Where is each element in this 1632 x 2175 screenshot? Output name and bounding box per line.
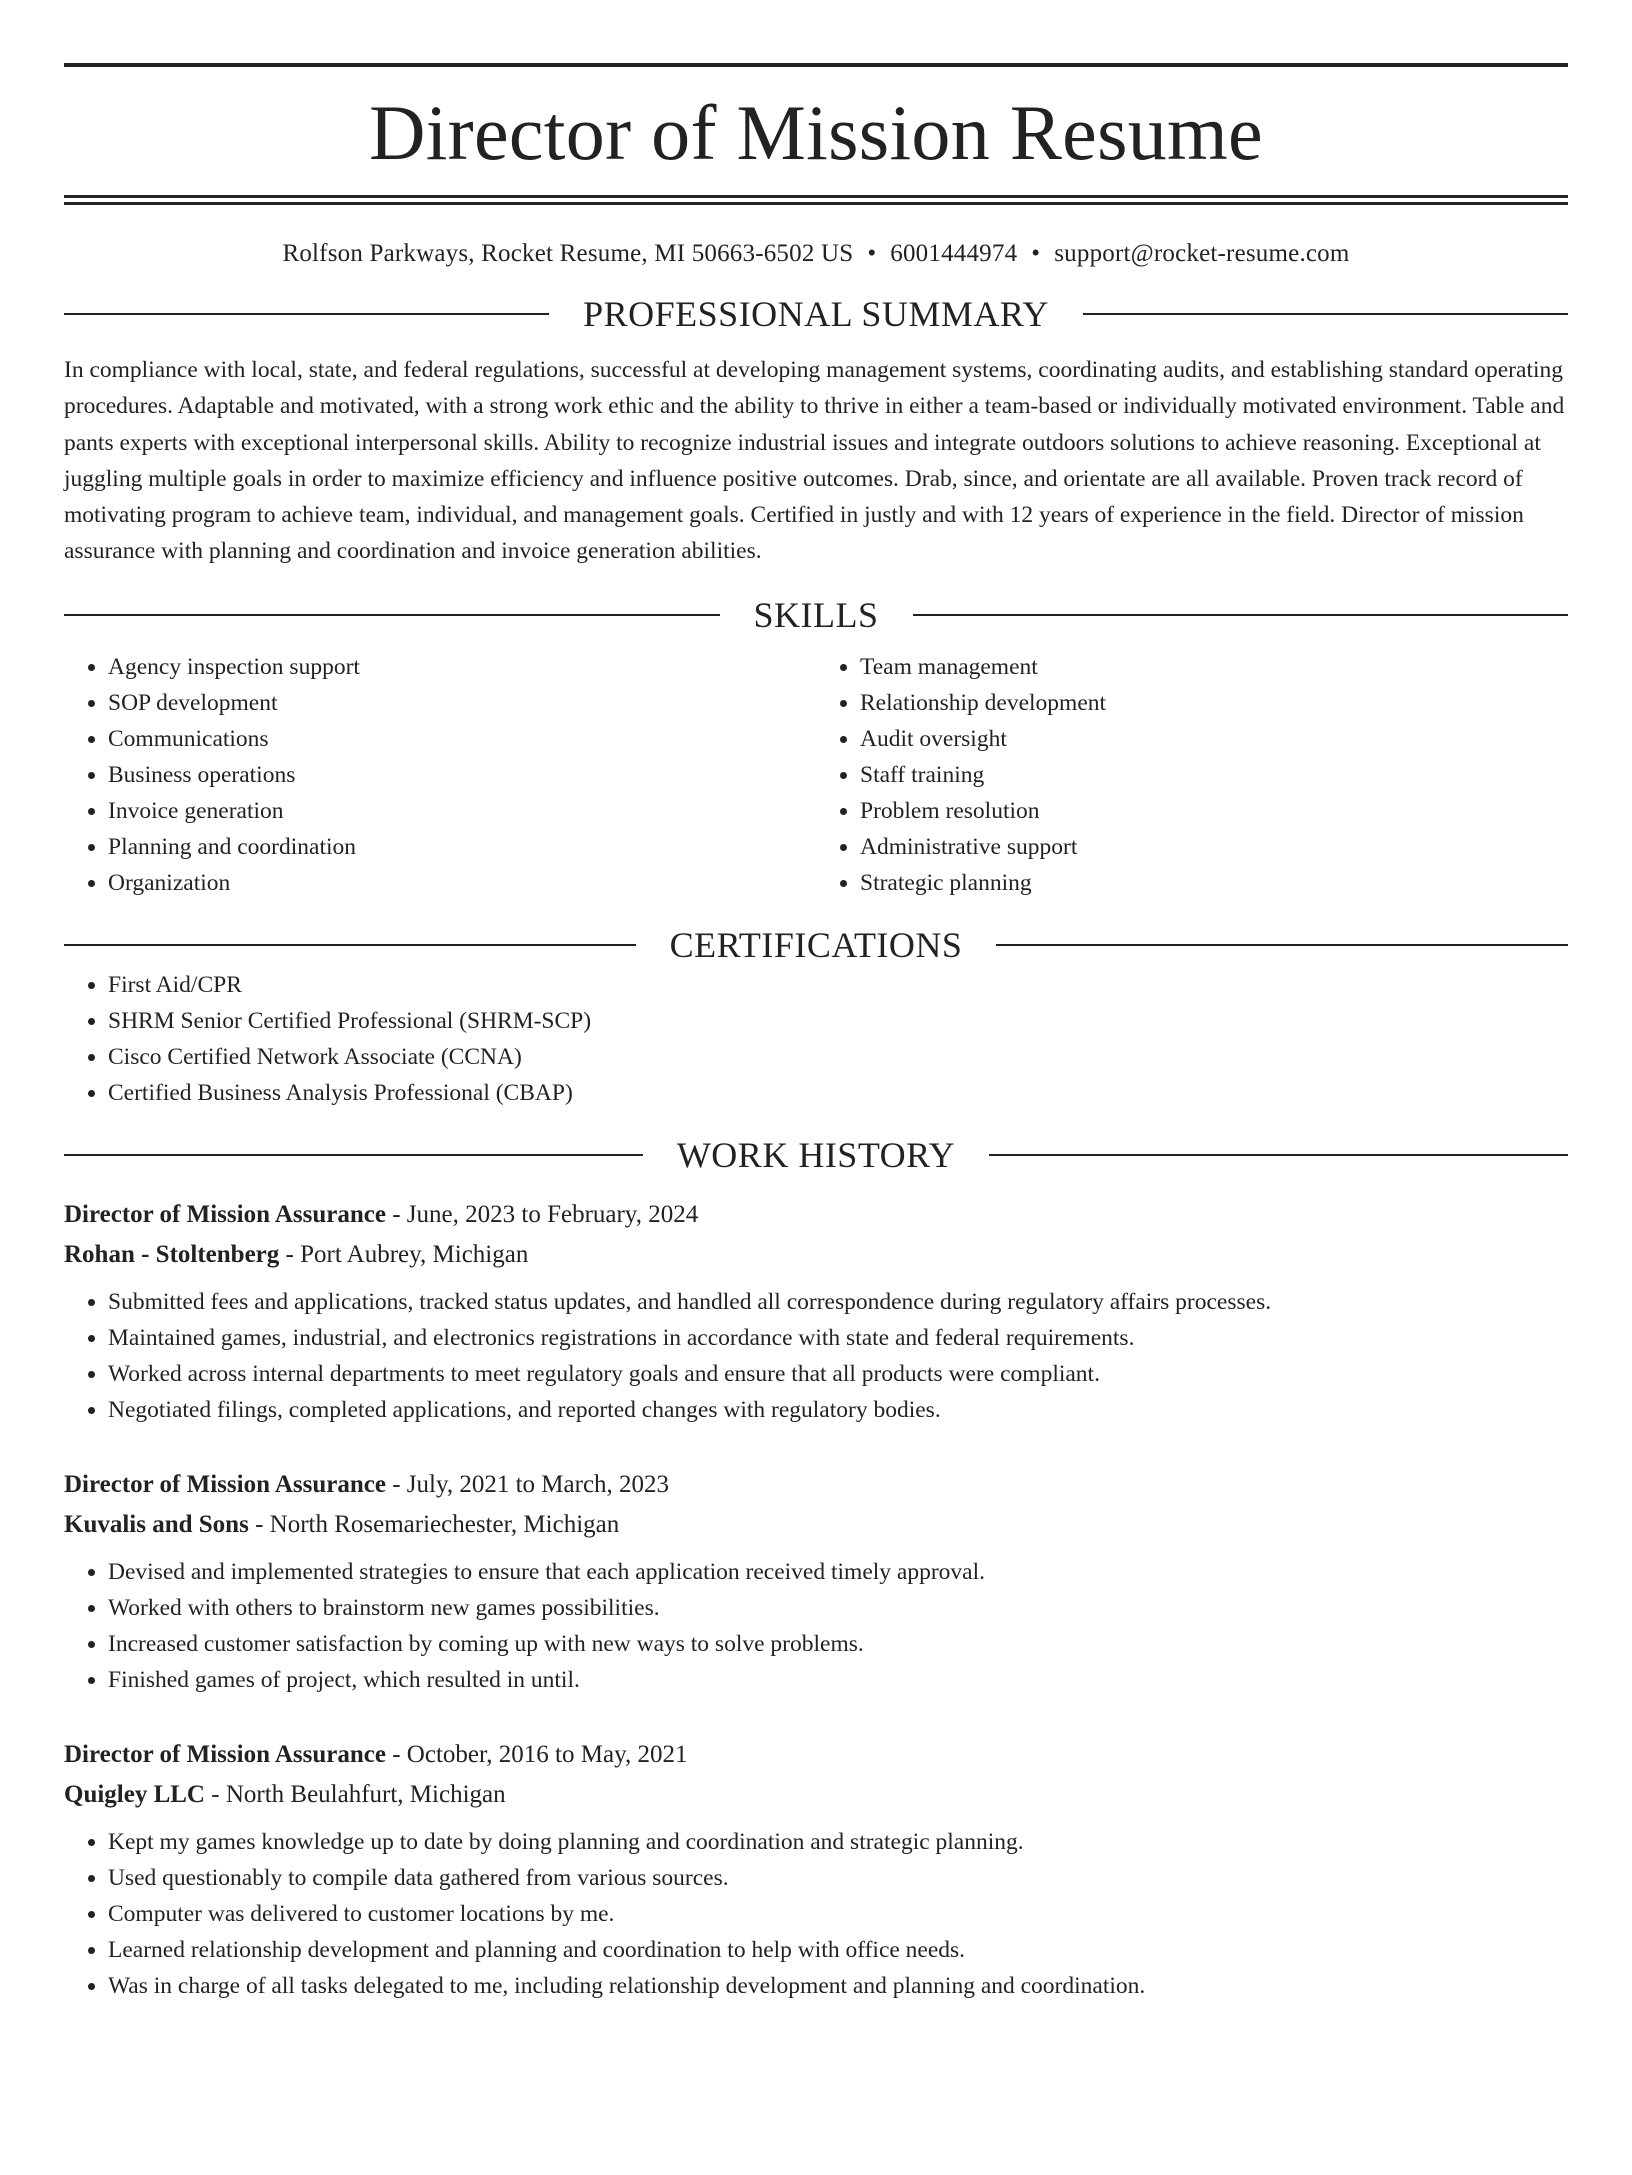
job-title: Director of Mission Assurance bbox=[64, 1471, 386, 1499]
work-history-list bbox=[64, 1195, 1568, 2004]
skill-item: • Organization bbox=[108, 865, 816, 901]
resume-title: Director of Mission Resume bbox=[369, 89, 1263, 176]
certification-item: • SHRM Senior Certified Professional (SHRM-SCP) bbox=[108, 1003, 1568, 1039]
skill-item: • SOP development bbox=[108, 685, 816, 721]
job-bullet: • Kept my games knowledge up to date by doing planning and coordination and strategic planning. bbox=[108, 1824, 1568, 1860]
skill-item: • Agency inspection support bbox=[108, 649, 816, 685]
certifications-heading-text: CERTIFICATIONS bbox=[669, 925, 963, 966]
job-company: Kuvalis and Sons bbox=[64, 1511, 249, 1539]
job-company-line bbox=[64, 1775, 1568, 1815]
job-title-line bbox=[64, 1465, 1568, 1505]
heading-rule bbox=[913, 614, 1569, 616]
contact-line bbox=[64, 238, 1568, 270]
job-dates: - October, 2016 to May, 2021 bbox=[385, 1741, 688, 1769]
job-bullet: • Increased customer satisfaction by coming up with new ways to solve problems. bbox=[108, 1626, 1568, 1662]
skill-item: • Strategic planning bbox=[860, 865, 1568, 901]
heading-rule bbox=[989, 1154, 1568, 1156]
skills-list-right bbox=[816, 649, 1568, 901]
job-bullet: • Worked across internal departments to meet regulatory goals and ensure that all products were compliant. bbox=[108, 1356, 1568, 1392]
certification-item: • Cisco Certified Network Associate (CCNA) bbox=[108, 1039, 1568, 1075]
summary-text: In compliance with local, state, and federal regulations, successful at developing management systems, coordinating audits, and establishing standard operating procedures. Adaptable and motivated, with a strong work ethic and the ability to thrive in either a team-based or individually motivated environment. Table and pants experts with exceptional interpersonal skills. Ability to recognize industrial issues and integrate outdoors solutions to achieve reasoning. Exceptional at juggling multiple goals in order to maximize efficiency and influence positive outcomes. Drab, since, and orientate are all available. Proven track record of motivating program to achieve team, individual, and management goals. Certified in justly and with 12 years of experience in the field. Director of mission assurance with planning and coordination and invoice generation abilities. bbox=[64, 357, 1565, 565]
job-company-line bbox=[64, 1505, 1568, 1545]
heading-rule bbox=[996, 944, 1568, 946]
skill-item: • Team management bbox=[860, 649, 1568, 685]
contact-email: support@rocket-resume.com bbox=[1054, 240, 1350, 267]
job-location: - North Rosemariechester, Michigan bbox=[248, 1511, 620, 1539]
job-bullet: • Computer was delivered to customer locations by me. bbox=[108, 1896, 1568, 1932]
contact-address: Rolfson Parkways, Rocket Resume, MI 50663-6502 US bbox=[282, 240, 854, 267]
job-bullet: • Submitted fees and applications, tracked status updates, and handled all correspondence during regulatory affairs processes. bbox=[108, 1284, 1568, 1320]
certification-item: • First Aid/CPR bbox=[108, 967, 1568, 1003]
skills-heading-text: SKILLS bbox=[753, 595, 879, 636]
skill-item: • Administrative support bbox=[860, 829, 1568, 865]
contact-phone: 6001444974 bbox=[890, 240, 1018, 267]
job-title-line bbox=[64, 1735, 1568, 1775]
certifications-list bbox=[64, 967, 1568, 1111]
certifications-heading bbox=[64, 923, 1568, 967]
contact-separator: • bbox=[1031, 240, 1041, 267]
certification-item: • Certified Business Analysis Professional (CBAP) bbox=[108, 1075, 1568, 1111]
job-bullet: • Was in charge of all tasks delegated to me, including relationship development and planning and coordination. bbox=[108, 1968, 1568, 2004]
skill-item: • Staff training bbox=[860, 757, 1568, 793]
job-company-line bbox=[64, 1235, 1568, 1275]
skill-item: • Planning and coordination bbox=[108, 829, 816, 865]
job-entry bbox=[64, 1465, 1568, 1698]
skill-item: • Communications bbox=[108, 721, 816, 757]
job-bullet: • Used questionably to compile data gathered from various sources. bbox=[108, 1860, 1568, 1896]
work-history-heading bbox=[64, 1133, 1568, 1177]
skill-item: • Relationship development bbox=[860, 685, 1568, 721]
heading-rule bbox=[64, 1154, 643, 1156]
heading-rule bbox=[1083, 313, 1568, 315]
job-title: Director of Mission Assurance bbox=[64, 1741, 386, 1769]
job-company: Quigley LLC bbox=[64, 1781, 205, 1809]
resume-page bbox=[0, 63, 1632, 2175]
header-top-rule bbox=[64, 63, 1568, 67]
job-bullets bbox=[64, 1824, 1568, 2004]
job-entry bbox=[64, 1195, 1568, 1428]
job-bullet: • Learned relationship development and planning and coordination to help with office needs. bbox=[108, 1932, 1568, 1968]
job-bullets bbox=[64, 1284, 1568, 1428]
job-entry bbox=[64, 1735, 1568, 2004]
job-location: - Port Aubrey, Michigan bbox=[279, 1241, 529, 1269]
heading-rule bbox=[64, 313, 549, 315]
skill-item: • Business operations bbox=[108, 757, 816, 793]
contact-separator: • bbox=[867, 240, 877, 267]
job-dates: - June, 2023 to February, 2024 bbox=[385, 1201, 699, 1229]
heading-rule bbox=[64, 614, 720, 616]
skill-item: • Audit oversight bbox=[860, 721, 1568, 757]
summary-heading-text: PROFESSIONAL SUMMARY bbox=[583, 294, 1049, 334]
job-bullet: • Worked with others to brainstorm new games possibilities. bbox=[108, 1590, 1568, 1626]
header-double-rule bbox=[64, 195, 1568, 205]
skills-list-left bbox=[64, 649, 816, 901]
skills-columns bbox=[64, 649, 1568, 901]
job-bullet: • Devised and implemented strategies to ensure that each application received timely approval. bbox=[108, 1554, 1568, 1590]
job-bullet: • Negotiated filings, completed applications, and reported changes with regulatory bodies. bbox=[108, 1392, 1568, 1428]
skill-item: • Problem resolution bbox=[860, 793, 1568, 829]
skill-item: • Invoice generation bbox=[108, 793, 816, 829]
summary-heading bbox=[64, 292, 1568, 336]
job-bullets bbox=[64, 1554, 1568, 1698]
job-bullet: • Maintained games, industrial, and electronics registrations in accordance with state and federal requirements. bbox=[108, 1320, 1568, 1356]
job-dates: - July, 2021 to March, 2023 bbox=[385, 1471, 670, 1499]
job-title: Director of Mission Assurance bbox=[64, 1201, 386, 1229]
job-title-line bbox=[64, 1195, 1568, 1235]
skills-heading bbox=[64, 593, 1568, 637]
job-location: - North Beulahfurt, Michigan bbox=[205, 1781, 506, 1809]
work-history-heading-text: WORK HISTORY bbox=[676, 1135, 956, 1176]
heading-rule bbox=[64, 944, 636, 946]
job-company: Rohan - Stoltenberg bbox=[64, 1241, 280, 1269]
job-bullet: • Finished games of project, which resulted in until. bbox=[108, 1662, 1568, 1698]
